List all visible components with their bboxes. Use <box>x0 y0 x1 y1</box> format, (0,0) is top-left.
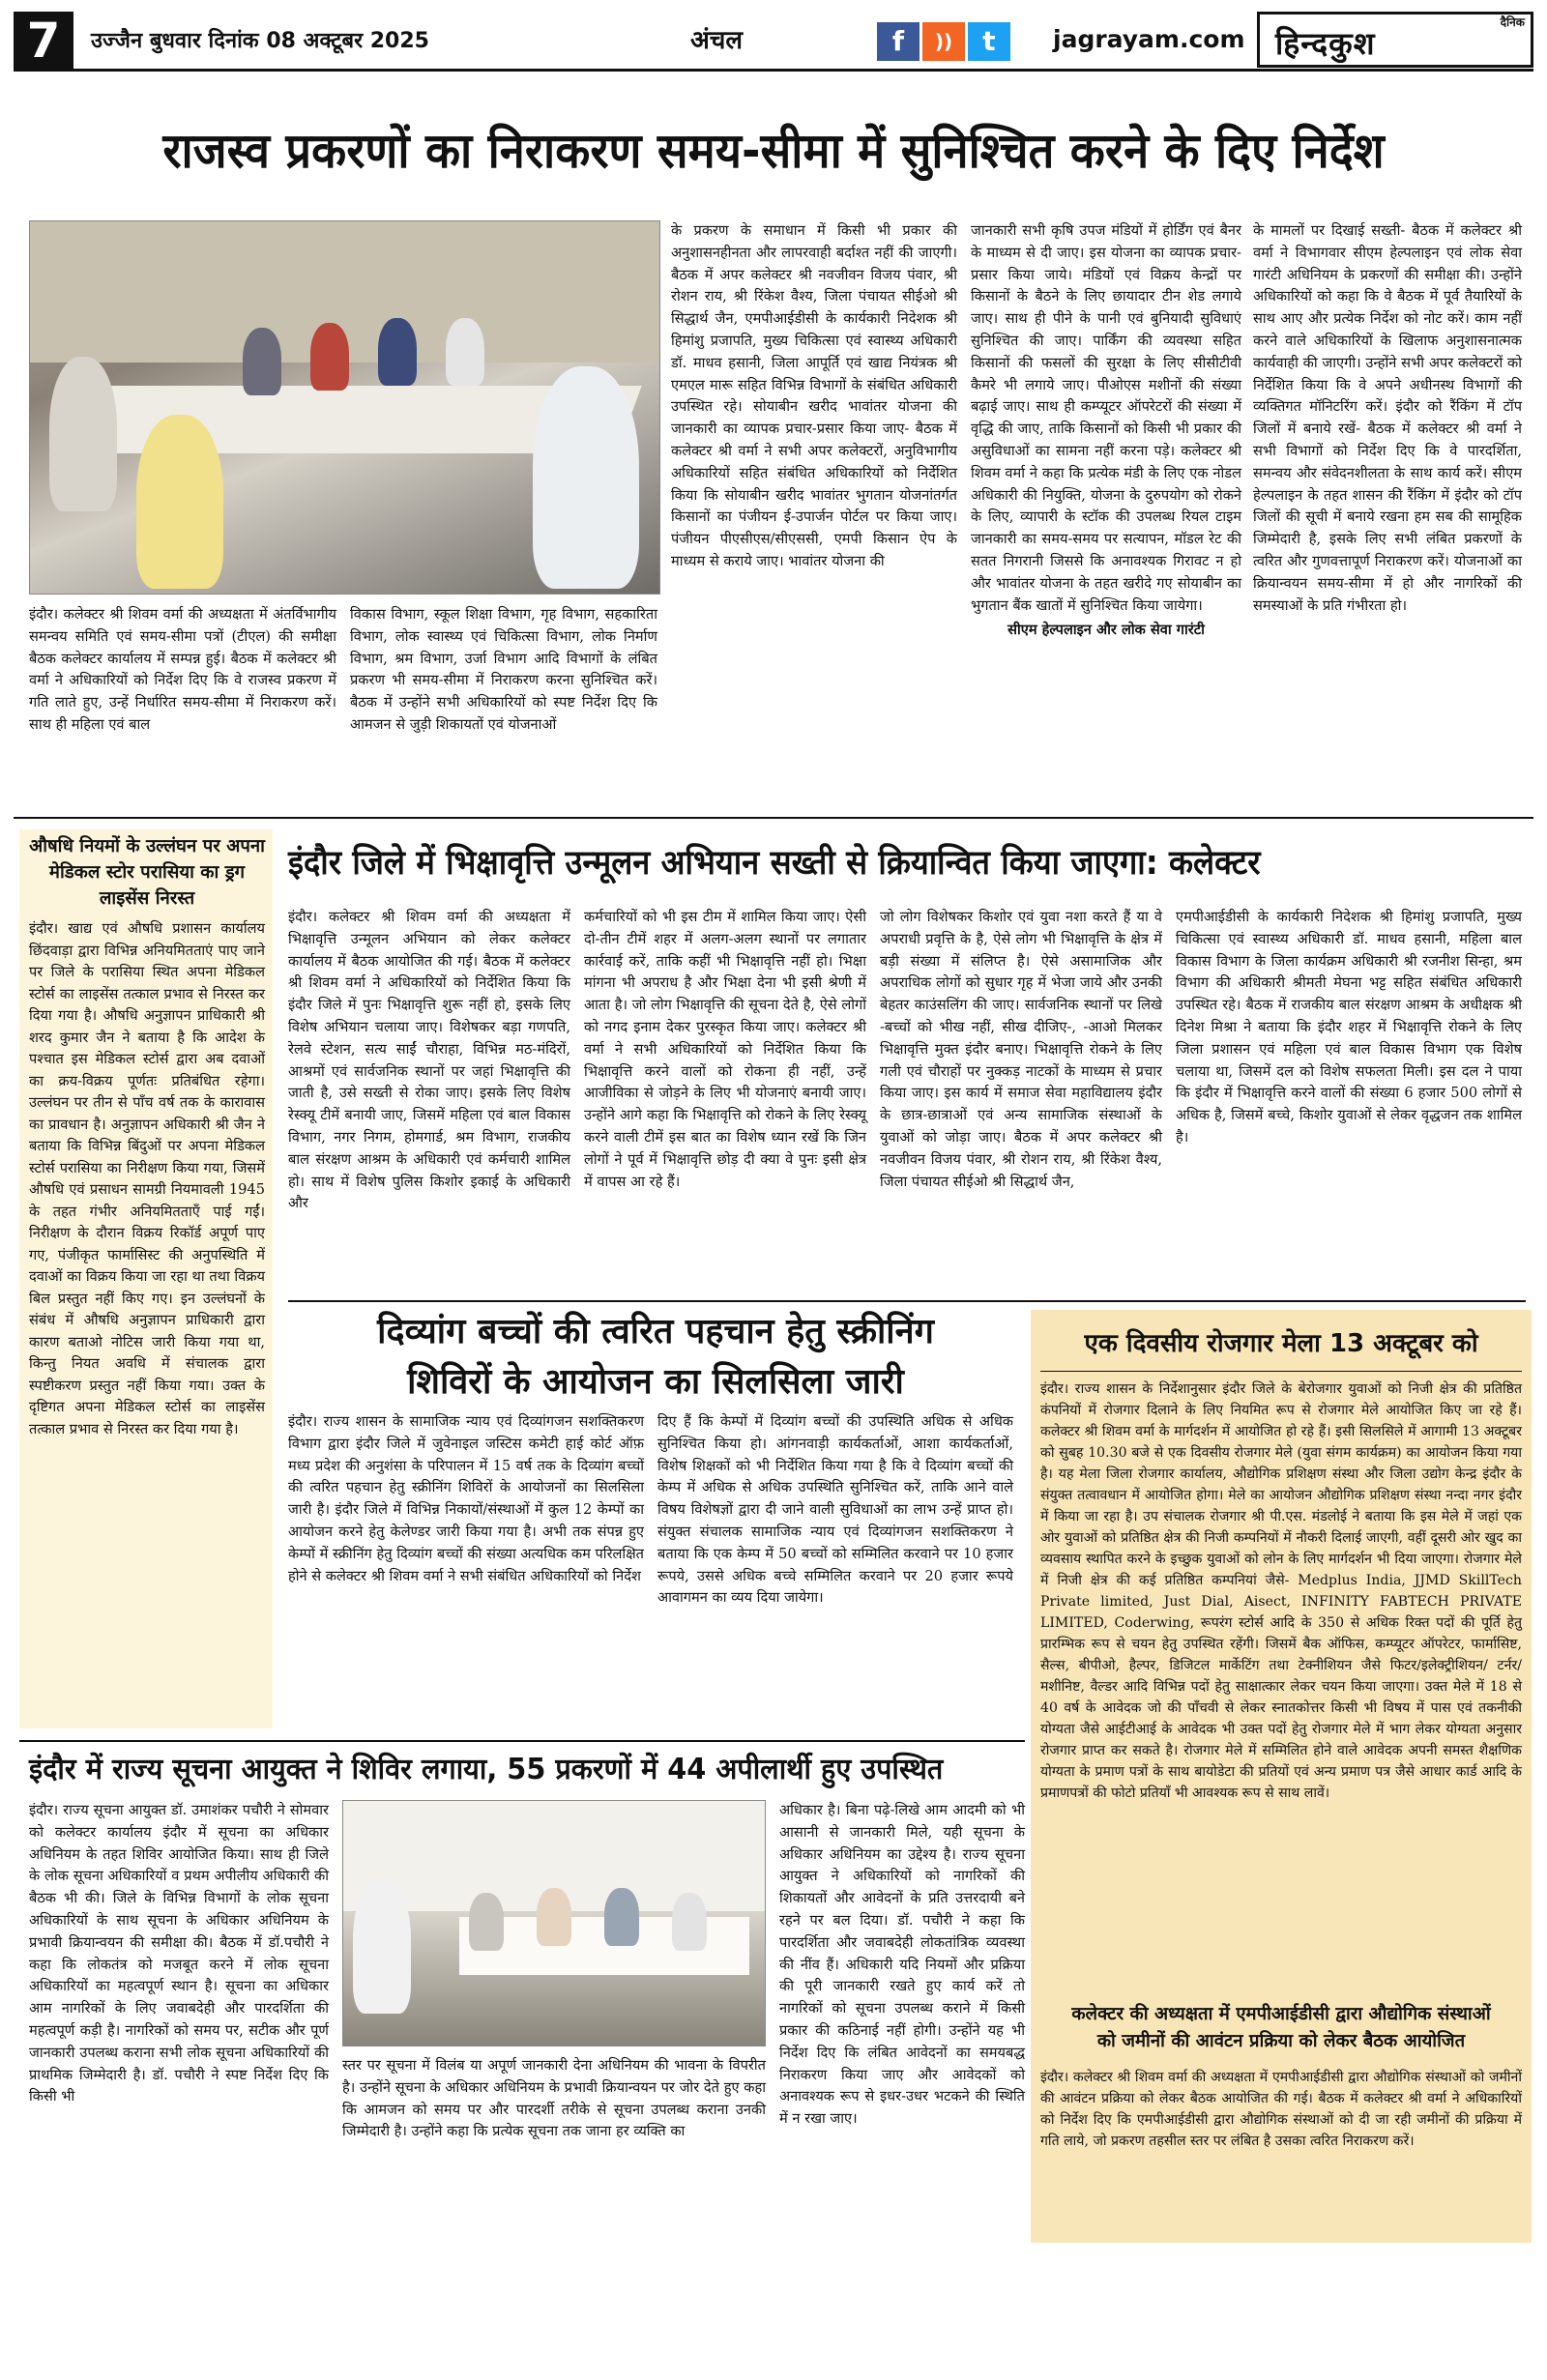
divider <box>1040 1371 1522 1372</box>
divyang-headline <box>288 1307 1023 1408</box>
drug-body: इंदौर। खाद्य एवं औषधि प्रशासन कार्यालय छिंदवाड़ा द्वारा विभिन्न अनियमितताएं पाए जाने पर जिले के परासिया स्थित अपना मेडिकल स्टोर्स का लाइसेंस तत्काल प्रभाव से निरस्त कर दिया गया है। औषधि अनुज्ञापन प्राधिकारी श्री शरद कुमार जैन ने बताया है कि आदेश के पश्चात इस मेडिकल स्टोर्स द्वारा अब दवाओं का क्रय-विक्रय पूर्णतः प्रतिबंधित रहेगा। उल्लंघन पर तीन से पाँच वर्ष तक के कारावास का प्रावधान है। अनुज्ञापन अधिकारी श्री जैन ने बताया कि विभिन्न बिंदुओं पर अपना मेडिकल स्टोर्स परासिया का निरीक्षण किया गया, जिसमें औषधि एवं प्रसाधन सामग्री नियमावली 1945 के तहत गंभीर अनियमितताएँ पाई गईं। निरीक्षण के दौरान विक्रय रिकॉर्ड अपूर्ण पाए गए, पंजीकृत फार्मासिस्ट की अनुपस्थिति में दवाओं का विक्रय किया जा रहा था तथा विक्रय बिल प्रस्तुत नहीं किए गए। इन उल्लंघनों के संबंध में औषधि अनुज्ञापन प्राधिकारी द्वारा कारण बताओ नोटिस जारी किया गया था, किन्तु नियत अवधि में संचालक द्वारा स्पष्टीकरण प्रस्तुत नहीं किया गया। उक्त के दृष्टिगत अपना मेडिकल स्टोर्स का लाइसेंस तत्काल प्रभाव से निरस्त कर दिया गया है। <box>29 920 265 1437</box>
rti-meeting-photo <box>342 1800 766 2046</box>
drug-headline: औषधि नियमों के उल्लंघन पर अपना मेडिकल स्टोर परासिया का ड्रग लाइसेंस निरस्त <box>29 836 265 909</box>
lead-col-3: के प्रकरण के समाधान में किसी भी प्रकार की अनुशासनहीनता और लापरवाही बर्दाश्त नहीं की जाएगी। बैठक में अपर कलेक्टर श्री नवजीवन विजय पंवार, श्री रोशन राय, श्री रिंकेश वैश्य, जिला पंचायत सीईओ श्री सिद्धार्थ जैन, एमपीआईडीसी के कार्यकारी निदेशक श्री हिमांशु प्रजापति, मुख्य चिकित्सा एवं स्वास्थ्य अधिकारी डॉ. माधव हसानी, जिला आपूर्ति एवं खाद्य नियंत्रक श्री एमएल मारू सहित विभिन्न विभागों के संबंधित अधिकारी उपस्थित रहे। सोयाबीन खरीद भावांतर योजना की जानकारी का व्यापक प्रचार-प्रसार किया जाए- बैठक में कलेक्टर श्री वर्मा ने सभी अपर कलेक्टरों, अनुविभागीय अधिकारियों सहित संबंधित अधिकारियों को निर्देशित किया कि सोयाबीन खरीद भावांतर भुगतान योजनांतर्गत किसानों का पंजीयन ई-उपार्जन पोर्टल पर किया जाए। पंजीयन पीएसीएस/सीएससी, एमपी किसान ऐप के माध्यम से कराये जाए। भावांतर योजना की <box>671 222 957 569</box>
newspaper-logo <box>1257 12 1533 68</box>
masthead <box>14 12 1533 72</box>
beggary-headline: इंदौर जिले में भिक्षावृत्ति उन्मूलन अभियान सख्ती से क्रियान्वित किया जाएगा: कलेक्टर <box>288 844 1261 883</box>
divyang-col-2: दिए हैं कि केम्पों में दिव्यांग बच्चों की उपस्थिति अधिक से अधिक सुनिश्चित किया हो। आंगनवाड़ी कार्यकर्ताओं, आशा कार्यकर्ताओं, विशेष शिक्षकों को भी निर्देशित किया गया है कि वे दिव्यांग बच्चों की केम्प में अधिक से अधिक उपस्थिति सुनिश्चित करें, ताकि आने वाले विषय विशेषज्ञों द्वारा दी जाने वाली सुविधाओं का लाभ उन्हें प्राप्त हो। संयुक्त संचालक सामाजिक न्याय एवं दिव्यांगजन सशक्तिकरण ने बताया कि एक केम्प में 50 बच्चों को सम्मिलित करवाने पर 10 हजार रूपये, उससे अधिक बच्चे सम्मिलित करवाने पर 20 हजार रूपये आवागमन का व्यय दिया जायेगा। <box>657 1413 1013 1607</box>
mpidc-headline-line2: को जमीनों की आवंटन प्रक्रिया को लेकर बैठक आयोजित <box>1096 2031 1466 2051</box>
beggary-col-1: इंदौर। कलेक्टर श्री शिवम वर्मा की अध्यक्षता में भिक्षावृत्ति उन्मूलन अभियान को लेकर कलेक्टर कार्यालय में बैठक आयोजित की गई। बैठक में कलेक्टर श्री शिवम वर्मा ने अधिकारियों को निर्देशित किया कि इंदौर जिले में पुनः भिक्षावृत्ति शुरू नहीं हो, इसके लिए विशेष अभियान चलाया जाए। विशेषकर बड़ा गणपति, रेलवे स्टेशन, सत्य साईं चौराहा, विभिन्न मठ-मंदिरों, आश्रमों एवं सार्वजनिक स्थानों पर जहां भिक्षावृत्ति की जाती है, उसे सख्ती से रोका जाए। इसके लिए विशेष रेस्क्यू टीमें बनायी जाए, जिसमें महिला एवं बाल विकास विभाग, नगर निगम, होमगार्ड, श्रम विभाग, राजकीय बाल संरक्षण आश्रम के अधिकारी एवं कर्मचारी शामिल हो। साथ में विशेष पुलिस किशोर इकाई के अधिकारी और <box>288 909 570 1212</box>
divyang-headline-line2: शिविरों के आयोजन का सिलसिला जारी <box>407 1362 904 1402</box>
facebook-icon[interactable]: f <box>877 22 919 61</box>
beggary-col-4: एमपीआईडीसी के कार्यकारी निदेशक श्री हिमांशु प्रजापति, मुख्य चिकित्सा एवं स्वास्थ्य अधिकारी डॉ. माधव हसानी, महिला बाल विकास विभाग के जिला कार्यक्रम अधिकारी श्री रजनीश सिन्हा, श्रम विभाग की अधिकारी श्रीमती मेघना भट्ट सहित संबंधित अधिकारी उपस्थित रहे। बैठक में राजकीय बाल संरक्षण आश्रम के अधीक्षक श्री दिनेश मिश्रा ने बताया कि इंदौर शहर में भिक्षावृत्ति रोकने के लिए जिला प्रशासन एवं महिला एवं बाल विकास विभाग एक विशेष चलाया था, जिसमें दल को विशेष सफलता मिली। इस दल ने पाया कि इंदौर में भिक्षावृत्ति करने वालों की संख्या 6 हजार 500 लोगों से अधिक है, जिसमें बच्चे, किशोर युवाओं से लेकर वृद्धजन तक शामिल है। <box>1176 909 1522 1146</box>
logo-brand: हिन्दकुश <box>1275 25 1376 62</box>
divider <box>19 1740 1025 1742</box>
social-links <box>877 22 1010 61</box>
twitter-icon[interactable]: t <box>968 22 1010 61</box>
rti-headline: इंदौर में राज्य सूचना आयुक्त ने शिविर लगाया, 55 प्रकरणों में 44 अपीलार्थी हुए उपस्थित <box>29 1753 944 1786</box>
dateline: उज्जैन बुधवार दिनांक 08 अक्टूबर 2025 <box>91 29 429 53</box>
lead-col-4 <box>971 220 1241 645</box>
page-number: 7 <box>14 12 73 70</box>
rss-icon[interactable]: )) <box>922 22 965 61</box>
divyang-headline-line1: दिव्यांग बच्चों की त्वरित पहचान हेतु स्क्रीनिंग <box>377 1312 934 1351</box>
beggary-col-3: जो लोग विशेषकर किशोर एवं युवा नशा करते हैं या वे अपराधी प्रवृत्ति के है, ऐसे लोग भी भिक्षावृत्ति के क्षेत्र में बड़ी संख्या में संलिप्त है। ऐसे असामाजिक और अपराधिक लोगों को सुधार गृह में भेजा जाये और उनकी बेहतर काउंसलिंग की जाए। सार्वजनिक स्थानों पर लिखे -बच्चों को भीख नहीं, सीख दीजिए-, -आओ मिलकर भिक्षावृत्ति मुक्त इंदौर बनाए। भिक्षावृत्ति रोकने के लिए गली एवं चौराहों पर नुक्कड़ नाटकों के माध्यम से प्रचार किया जाए। इस कार्य में समाज सेवा महाविद्यालय इंदौर के छात्र-छात्राओं एवं अन्य सामाजिक संस्थाओं के युवाओं को जोड़ा जाए। बैठक में अपर कलेक्टर श्री नवजीवन विजय पंवार, श्री रोशन राय, श्री रिंकेश वैश्य, जिला पंचायत सीईओ श्री सिद्धार्थ जैन, <box>880 909 1162 1190</box>
site-url[interactable]: jagrayam.com <box>1053 25 1245 53</box>
logo-daily: दैनिक <box>1500 15 1525 29</box>
rti-col-2: स्तर पर सूचना में विलंब या अपूर्ण जानकारी देना अधिनियम की भावना के विपरीत है। उन्होंने सूचना के अधिकार अधिनियम के प्रभावी क्रियान्वयन पर जोर देते हुए कहा कि आमजन को समय पर और पारदर्शी तरीके से सूचना उपलब्ध कराना उनकी जिम्मेदारी है। उन्होंने कहा कि प्रत्येक सूचना तक जाना हर व्यक्ति का <box>342 2057 766 2140</box>
mpidc-headline-line1: कलेक्टर की अध्यक्षता में एमपीआईडीसी द्वारा औद्योगिक संस्थाओं <box>1071 2004 1491 2024</box>
lead-headline: राजस्व प्रकरणों का निराकरण समय-सीमा में सुनिश्चित करने के दिए निर्देश <box>162 123 1385 179</box>
divyang-col-1: इंदौर। राज्य शासन के सामाजिक न्याय एवं दिव्यांगजन सशक्तिकरण विभाग द्वारा इंदौर जिले में जुवेनाइल जस्टिस कमेटी हाई कोर्ट ऑफ़ मध्य प्रदेश की अनुशंसा के परिपालन में 15 वर्ष तक के दिव्यांग बच्चों की त्वरित पहचान हेतु स्क्रीनिंग शिविरों के आयोजनों का सिलसिला जारी है। इंदौर जिले में विभिन्न निकायों/संस्थाओं में कुल 12 केम्पों का आयोजन करने हेतु केलेण्डर जारी किया गया है। अभी तक संपन्न हुए केम्पों में स्क्रीनिंग हेतु दिव्यांग बच्चों की संख्या अत्यधिक कम परिलक्षित होने से कलेक्टर श्री शिवम वर्मा ने सभी संबंधित अधिकारियों को निर्देश <box>288 1413 644 1584</box>
divider <box>14 817 1533 819</box>
rti-col-3: अधिकार है। बिना पढ़े-लिखे आम आदमी को भी आसानी से जानकारी मिले, यही सूचना के अधिकार अधिनियम का उद्देश्य है। राज्य सूचना आयुक्त ने अधिकारियों को नागरिकों की शिकायतों और आवेदनों के प्रति उत्तरदायी बने रहने पर बल दिया। डॉ. पचौरी ने कहा कि पारदर्शिता और जवाबदेही लोकतांत्रिक व्यवस्था की नींव हैं। अधिकारी यदि नियमों और प्रक्रिया की पूरी जानकारी रखते हुए कार्य करें तो नागरिकों को सूचना उपलब्ध कराने में किसी प्रकार की कठिनाई नहीं होगी। उन्होंने यह भी निर्देश दिए कि लंबित आवेदनों का समयबद्ध निराकरण किया जाए और आवेदकों को अनावश्यक रूप से इधर-उधर भटकने की स्थिति में न रखा जाए। <box>779 1802 1025 2128</box>
job-fair-headline: एक दिवसीय रोजगार मेला 13 अक्टूबर को <box>1084 1329 1478 1358</box>
section-name: अंचल <box>690 26 744 55</box>
divider <box>288 1300 1526 1302</box>
rti-col-1: इंदौर। राज्य सूचना आयुक्त डॉ. उमाशंकर पचौरी ने सोमवार को कलेक्टर कार्यालय इंदौर में सूचना का अधिकार अधिनियम के तहत शिविर आयोजित किया। साथ ही जिले के लोक सूचना अधिकारियों व प्रथम अपीलीय अधिकारी की बैठक भी की। जिले के विभिन्न विभागों के लोक सूचना अधिकारियों के साथ सूचना के अधिकार अधिनियम के प्रभावी क्रियान्वयन की समीक्षा की। बैठक में डॉ.पचौरी ने कहा कि लोकतंत्र को मजबूत करने में लोक सूचना अधिकारियों का महत्वपूर्ण स्थान है। सूचना का अधिकार आम नागरिकों के लिए जवाबदेही और पारदर्शिता की महत्वपूर्ण कड़ी है। नागरिकों को समय पर, सटीक और पूर्ण जानकारी उपलब्ध कराना सभी लोक सूचना अधिकारियों की प्राथमिक जिम्मेदारी है। डॉ. पचौरी ने स्पष्ट निर्देश दिए कि किसी भी <box>29 1802 329 2105</box>
lead-col-5: के मामलों पर दिखाई सख्ती- बैठक में कलेक्टर श्री वर्मा ने विभागवार सीएम हेल्पलाइन एवं लोक सेवा गारंटी अधिनियम के प्रकरणों की समीक्षा की। उन्होंने अधिकारियों को कहा कि वे बैठक में पूर्व तैयारियों के साथ आए और प्रत्येक निर्देश को नोट करें। काम नहीं करने वाले अधिकारियों के खिलाफ अनुशासनात्मक कार्यवाही की जाएगी। उन्होंने सभी अपर कलेक्टरों को निर्देशित किया कि वे अपने अधीनस्थ विभागों की व्यक्तिगत मॉनिटरिंग करें। इंदौर को रैंकिंग में टॉप जिलों में बनाये रखें- बैठक में कलेक्टर श्री वर्मा ने सभी विभागों को निर्देश दिए कि वे पारदर्शिता, समन्वय और संवेदनशीलता के साथ कार्य करें। सीएम हेल्पलाइन के तहत शासन की रैंकिंग में इंदौर को टॉप जिलों की सूची में बनाये रखना हम सब की सामूहिक जिम्मेदारी है, इसके लिए सभी लंबित प्रकरणों के त्वरित और गुणवत्तापूर्ण निराकरण करें। योजनाओं का क्रियान्वयन समय-सीमा में हो और नागरिकों की समस्याओं के प्रति गंभीरता हो। <box>1253 222 1522 614</box>
job-fair-body: इंदौर। राज्य शासन के निर्देशानुसार इंदौर जिले के बेरोजगार युवाओं को निजी क्षेत्र की प्रतिष्ठित कंपनियों में रोजगार दिलाने के लिए नियमित रूप से रोजगार मेले आयोजित किए जा रहे हैं। कलेक्टर श्री शिवम वर्मा के मार्गदर्शन में आयोजित हो रहे हैं। इसी सिलसिले में आगामी 13 अक्टूबर को सुबह 10.30 बजे से एक दिवसीय रोजगार मेले (युवा संगम कार्यक्रम) का आयोजन किया गया है। यह मेला जिला रोजगार कार्यालय, औद्योगिक प्रशिक्षण संस्था और जिला उद्योग केन्द्र इंदौर के संयुक्त तत्वावधान में आयोजित होगा। मेले का आयोजन औद्योगिक प्रशिक्षण संस्था नन्दा नगर इंदौर में किया जा रहा है। उप संचालक रोजगार श्री पी.एस. मंडलोई ने बताया कि इस मेले में जहां एक ओर युवाओं को प्रतिष्ठित क्षेत्र की निजी कम्पनियों में नौकरी दिलाई जाएगी, वहीं दूसरी ओर खुद का व्यवसाय स्थापित करने के इच्छुक युवाओं को लोन के लिए मार्गदर्शन भी दिया जाएगा। रोजगार मेले में निजी क्षेत्र की कई प्रतिष्ठित कम्पनियां जैसे- Medplus India, JJMD SkillTech Private limited, Just Dial, Aisect, INFINITY FABTECH PRIVATE LIMITED, Coderwing, रूपरंग स्टोर्स आदि के 350 से अधिक रिक्त पदों की पूर्ति हेतु प्रारम्भिक रूप से चयन हेतु उपस्थित रहेंगी। जिसमें बैक ऑफिस, कम्प्यूटर ऑपरेटर, फार्मासिष्ट, सैल्स, बीपीओ, हैल्पर, डिजिटल मार्केटिंग तथा टेक्नीशियन जैसे फिटर/इलेक्ट्रीशियन/ टर्नर/ मशीनिष्ट, वैल्डर आदि विभिन्न पदों हेतु साक्षात्कार लेकर चयन किया जाएगा। उक्त मेले में 18 से 40 वर्ष के आवेदक जो की पाँचवी से लेकर स्नातकोत्तर किसी भी विषय में पास एवं तकनीकी योग्यता जैसे आईटीआई के आवेदक भी उक्त पदों हेतु रोजगार मेले में भाग लेकर योग्यता अनुसार रोजगार प्राप्त कर सकते है। रोजगार मेले में सम्मिलित होने वाले आवेदक अपनी समस्त शैक्षणिक योग्यता के प्रमाण पत्रों के साथ बायोडेटा की प्रतियों एवं अन्य प्रमाण पत्र जैसे आधार कार्ड आदि के प्रमाणपत्रों की फोटो प्रतियाँ भी आवश्यक रूप से साथ लावें। <box>1040 1381 1522 1801</box>
lead-col-2: विकास विभाग, स्कूल शिक्षा विभाग, गृह विभाग, सहकारिता विभाग, लोक स्वास्थ्य एवं चिकित्सा विभाग, लोक निर्माण विभाग, श्रम विभाग, उर्जा विभाग आदि विभागों के लंबित प्रकरण भी समय-सीमा में निराकरण करना सुनिश्चित करें। बैठक में उन्होंने सभी अधिकारियों को स्पष्ट निर्देश दिए कि आमजन से जुड़ी शिकायतों एवं योजनाओं <box>350 606 657 733</box>
lead-col-1: इंदौर। कलेक्टर श्री शिवम वर्मा की अध्यक्षता में अंतर्विभागीय समन्वय समिति एवं समय-सीमा पत्रों (टीएल) की समीक्षा बैठक कलेक्टर कार्यालय में सम्पन्न हुई। बैठक में कलेक्टर श्री वर्मा ने अधिकारियों को निर्देश दिए कि वे राजस्व प्रकरण में गति लाते हुए, उन्हें निर्धारित समय-सीमा में निराकरण करें। साथ ही महिला एवं बाल <box>29 606 336 733</box>
mpidc-body: इंदौर। कलेक्टर श्री शिवम वर्मा की अध्यक्षता में एमपीआईडीसी द्वारा औद्योगिक संस्थाओं को जमीनों की आवंटन प्रक्रिया को लेकर बैठक आयोजित की गई। बैठक में कलेक्टर श्री वर्मा ने अधिकारियों को निर्देश दिए कि एमपीआईडीसी द्वारा औद्योगिक संस्थाओं को दी जा रही जमीनों की प्रक्रिया में गति लाये, जो प्रकरण तहसील स्तर पर लंबित है उसका त्वरित निराकरण करें। <box>1040 2070 1523 2149</box>
lead-col-4-sub: सीएम हेल्पलाइन और लोक सेवा गारंटी <box>1007 622 1205 639</box>
beggary-col-2: कर्मचारियों को भी इस टीम में शामिल किया जाए। ऐसी दो-तीन टीमें शहर में अलग-अलग स्थानों पर लगातार कार्रवाई करें, ताकि कहीं भी भिक्षावृत्ति नहीं हो। भिक्षा मांगना भी अपराध है और भिक्षा देना भी इसी श्रेणी में आता है। जो लोग भिक्षावृत्ति की सूचना देते है, ऐसे लोगों को नगद इनाम देकर पुरस्कृत किया जाए। कलेक्टर श्री वर्मा ने सभी अधिकारियों को निर्देशित किया कि भिक्षावृत्ति करने वालों को रोकना ही नहीं, उन्हें आजीविका से जोड़ने के लिए भी योजनाएं बनायी जाए। उन्होंने आगे कहा कि भिक्षावृत्ति को रोकने के लिए रेस्क्यू करने वाली टीमें इस बात का विशेष ध्यान रखें कि जिन लोगों ने पूर्व में भिक्षावृत्ति छोड़ दी क्या वे पुनः इसी क्षेत्र में वापस आ रहे हैं। <box>584 909 866 1190</box>
meeting-photo <box>29 220 660 595</box>
lead-col-4-text: जानकारी सभी कृषि उपज मंडियों में होर्डिंग एवं बैनर के माध्यम से दी जाए। इस योजना का व्यापक प्रचार-प्रसार किया जाये। मंडियों एवं विक्रय केन्द्रों पर किसानों के बैठने के लिए छायादार टीन शेड लगाये जाए। साथ ही पीने के पानी एवं बुनियादी सुविधाएं सुनिश्चित की जाए। पार्किंग की व्यवस्था सहित किसानों की फसलों की सुरक्षा के लिए सीसीटीवी कैमरे भी लगाये जाए। पीओएस मशीनों की संख्या बढ़ाई जाए। साथ ही कम्प्यूटर ऑपरेटरों की संख्या में वृद्धि की जाए, ताकि किसानों को किसी भी प्रकार की असुविधाओं का सामना नहीं करना पड़े। कलेक्टर श्री शिवम वर्मा ने कहा कि प्रत्येक मंडी के लिए एक नोडल अधिकारी की नियुक्ति, योजना के दुरुपयोग को रोकने के लिए, व्यापारी के स्टॉक की उपलब्ध रियल टाइम जानकारी का समय-समय पर सत्यापन, मॉडल रेट की सतत निगरानी जिससे कि अनावश्यक गिरावट न हो और भावांतर योजना के तहत खरीदे गए सोयाबीन का भुगतान बैंक खातों में सुनिश्चित किया जायेगा। <box>971 222 1241 614</box>
mpidc-headline <box>1040 2001 1522 2055</box>
